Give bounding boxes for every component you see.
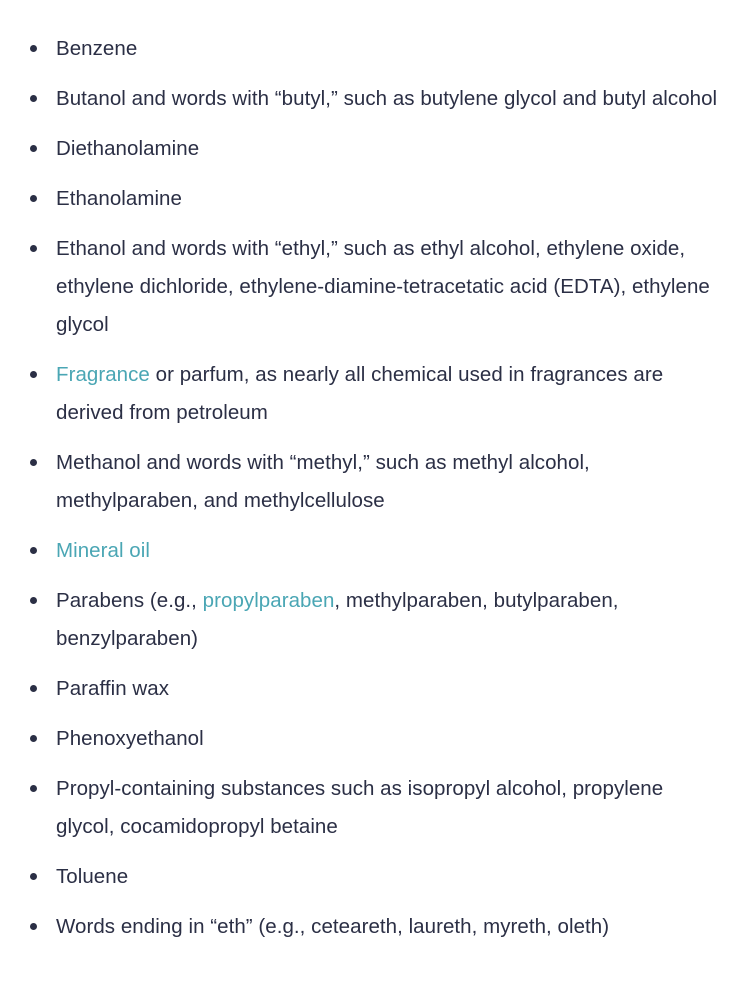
bullet-icon [30, 547, 37, 554]
bullet-icon [30, 195, 37, 202]
list-item [56, 180, 726, 218]
list-item-text: Propyl-containing substances such as isopropyl alcohol, propylene glycol, cocamidopropyl betaine [56, 777, 664, 838]
list-item-text: Phenoxyethanol [56, 727, 204, 750]
bullet-icon [30, 873, 37, 880]
list-item [56, 720, 726, 758]
list-item [56, 130, 726, 168]
list-item [56, 770, 726, 846]
list-item [56, 230, 726, 344]
list-item [56, 30, 726, 68]
list-item [56, 670, 726, 708]
bullet-icon [30, 145, 37, 152]
bullet-icon [30, 459, 37, 466]
ingredient-link[interactable]: propylparaben [202, 589, 335, 612]
list-item [56, 908, 726, 946]
bullet-icon [30, 597, 37, 604]
bullet-icon [30, 245, 37, 252]
list-item-text: , methylparaben, butylparaben, benzylparaben) [56, 589, 619, 650]
bullet-icon [30, 371, 37, 378]
list-item-text: Ethanolamine [56, 187, 182, 210]
list-item [56, 80, 726, 118]
list-item [56, 582, 726, 658]
list-item [56, 858, 726, 896]
list-item [56, 444, 726, 520]
ingredient-list [0, 30, 726, 946]
list-item-text: Diethanolamine [56, 137, 200, 160]
list-item-text: Benzene [56, 37, 138, 60]
ingredient-link[interactable]: Fragrance [56, 363, 150, 386]
list-item-text: Methanol and words with “methyl,” such as methyl alcohol, methylparaben, and methylcellulose [56, 451, 590, 512]
bullet-icon [30, 685, 37, 692]
list-item-text: Parabens (e.g., [56, 589, 203, 612]
list-item [56, 356, 726, 432]
bullet-icon [30, 45, 37, 52]
bullet-icon [30, 923, 37, 930]
list-item-text: Toluene [56, 865, 129, 888]
list-item [56, 532, 726, 570]
list-item-text: Words ending in “eth” (e.g., ceteareth, laureth, myreth, oleth) [56, 915, 610, 938]
list-item-text: Paraffin wax [56, 677, 170, 700]
list-item-text: Butanol and words with “butyl,” such as butylene glycol and butyl alcohol [56, 87, 718, 110]
list-item-text: or parfum, as nearly all chemical used in fragrances are derived from petroleum [56, 363, 664, 424]
bullet-icon [30, 95, 37, 102]
ingredient-link[interactable]: Mineral oil [56, 539, 150, 562]
bullet-icon [30, 785, 37, 792]
list-item-text: Ethanol and words with “ethyl,” such as ethyl alcohol, ethylene oxide, ethylene dichloride, ethylene-diamine-tetracetatic acid (EDTA), ethylene glycol [56, 237, 710, 336]
bullet-icon [30, 735, 37, 742]
